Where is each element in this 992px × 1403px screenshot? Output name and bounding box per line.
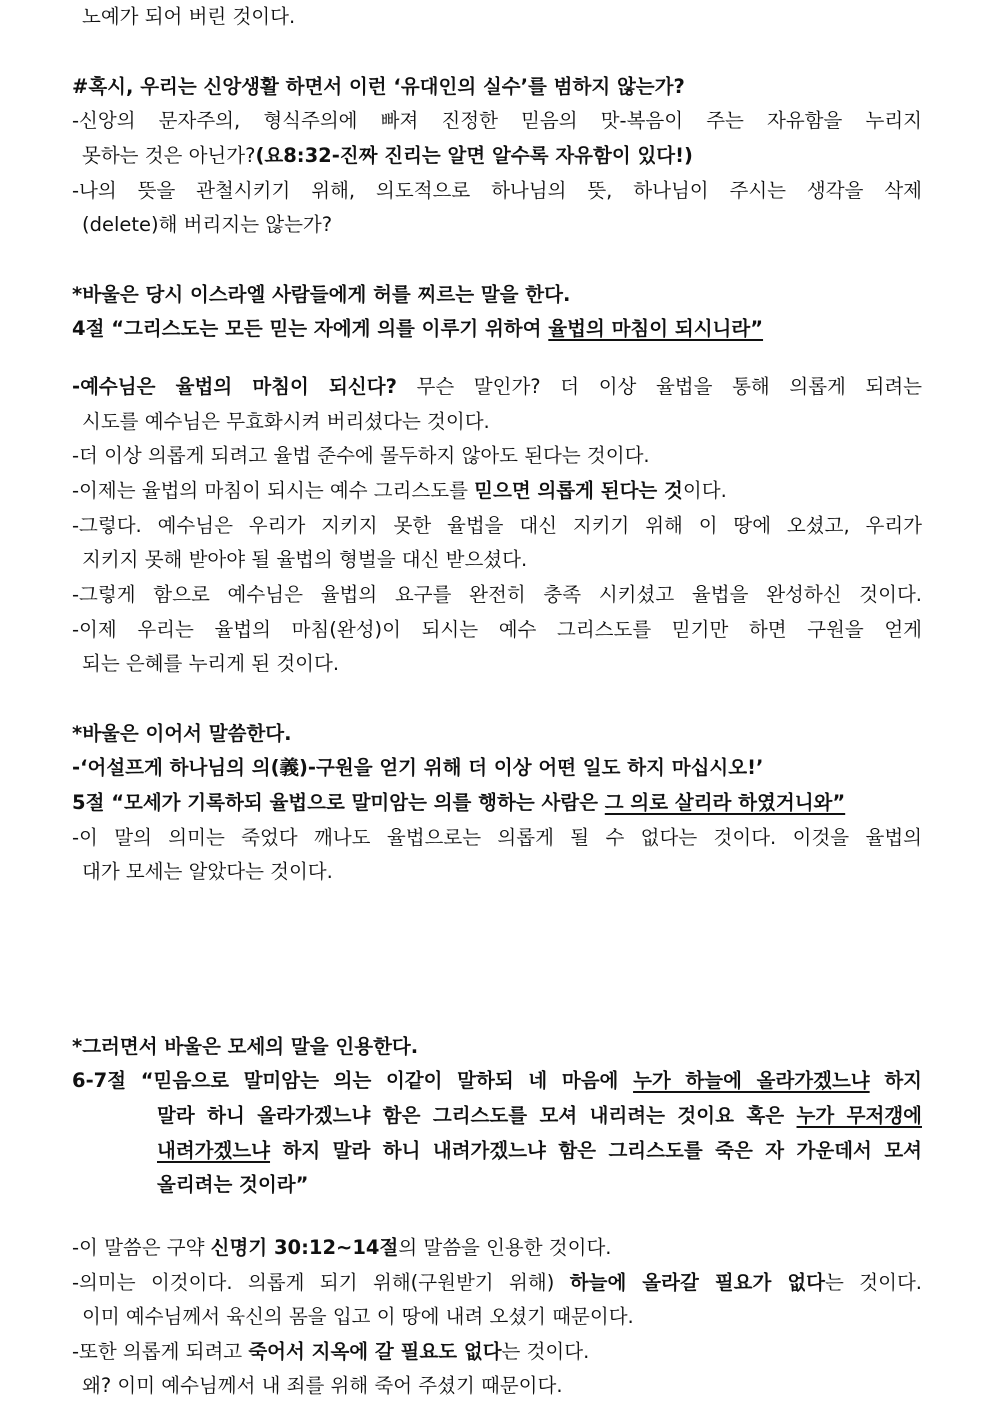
section-heading: #혹시, 우리는 신앙생활 하면서 이런 ‘유대인의 실수’를 범하지 않는가? <box>72 75 685 98</box>
bold-line: -‘어설프게 하나님의 의(義)-구원을 얻기 위해 더 이상 어떤 일도 하지 마십시오!’ <box>72 756 764 779</box>
text-line: -더 이상 의롭게 되려고 율법 준수에 몰두하지 않아도 된다는 것이다. <box>72 444 650 467</box>
bold-text: 하늘에 올라갈 필요가 없다 <box>569 1271 826 1294</box>
text-line: -그렇게 함으로 예수님은 율법의 요구를 완전히 충족 시키셨고 율법을 완성하신 것이다. <box>72 583 922 606</box>
verse-quote: 6-7절 “믿음으로 말미암는 의는 이같이 말하되 네 마음에 누가 하늘에 올라가겠느냐 하지 <box>72 1069 922 1092</box>
section-heading: *바울은 당시 이스라엘 사람들에게 허를 찌르는 말을 한다. <box>72 283 571 306</box>
text-line: -의미는 이것이다. 의롭게 되기 위해(구원받기 위해) 하늘에 올라갈 필요가 없다는 것이다. <box>72 1271 923 1294</box>
text-line: 지키지 못해 받아야 될 율법의 형벌을 대신 받으셨다. <box>82 548 528 571</box>
underlined-text: 누가 하늘에 올라가겠느냐 <box>633 1069 870 1092</box>
text-line: 이미 예수님께서 육신의 몸을 입고 이 땅에 내려 오셨기 때문이다. <box>82 1305 634 1328</box>
text-line: 못하는 것은 아닌가?(요8:32-진짜 진리는 알면 알수록 자유함이 있다!) <box>82 144 693 167</box>
text-line: 되는 은혜를 누리게 된 것이다. <box>82 652 340 675</box>
underlined-text: 내려가겠느냐 <box>157 1139 271 1162</box>
text-line: 노예가 되어 버린 것이다. <box>82 5 296 28</box>
text-line: 왜? 이미 예수님께서 내 죄를 위해 죽어 주셨기 때문이다. <box>82 1374 563 1397</box>
text-line: -나의 뜻을 관철시키기 위해, 의도적으로 하나님의 뜻, 하나님이 주시는 생각을 삭제 <box>72 179 922 202</box>
section-heading: *바울은 이어서 말씀한다. <box>72 722 292 745</box>
text-line: -이제는 율법의 마침이 되시는 예수 그리스도를 믿으면 의롭게 된다는 것이다. <box>72 479 727 502</box>
text-line: 대가 모세는 알았다는 것이다. <box>82 860 333 883</box>
text-line: -또한 의롭게 되려고 죽어서 지옥에 갈 필요도 없다는 것이다. <box>72 1340 590 1363</box>
underlined-text: 누가 무저갱에 <box>796 1104 922 1127</box>
verse-quote: 말라 하니 올라가겠느냐 함은 그리스도를 모셔 내리려는 것이요 혹은 누가 무저갱에 <box>157 1104 922 1127</box>
text-line: -이제 우리는 율법의 마침(완성)이 되시는 예수 그리스도를 믿기만 하면 구원을 얻게 <box>72 618 922 641</box>
bold-text: 믿으면 의롭게 된다는 것 <box>474 479 683 502</box>
verse-quote: 내려가겠느냐 하지 말라 하니 내려가겠느냐 함은 그리스도를 죽은 자 가운데서 모셔 <box>157 1139 922 1162</box>
underlined-text: 율법의 마침이 되시니라” <box>548 317 764 340</box>
text-line: (delete)해 버리지는 않는가? <box>82 213 333 236</box>
verse-quote: 5절 “모세가 기록하되 율법으로 말미암는 의를 행하는 사람은 그 의로 살리라 하였거니와” <box>72 791 846 814</box>
text-line: -예수님은 율법의 마침이 되신다? 무슨 말인가? 더 이상 율법을 통해 의롭게 되려는 <box>72 375 923 398</box>
bold-text: -예수님은 율법의 마침이 되신다? <box>72 375 397 398</box>
bold-text: 신명기 30:12~14절 <box>210 1236 399 1259</box>
text-line: -신앙의 문자주의, 형식주의에 빠져 진정한 믿음의 맛-복음이 주는 자유함을 누리지 <box>72 109 922 132</box>
text-line: -이 말씀은 구약 신명기 30:12~14절의 말씀을 인용한 것이다. <box>72 1236 612 1259</box>
text-line: -이 말의 의미는 죽었다 깨나도 율법으로는 의롭게 될 수 없다는 것이다. 이것을 율법의 <box>72 826 922 849</box>
verse-quote: 4절 “그리스도는 모든 믿는 자에게 의를 이루기 위하여 율법의 마침이 되시니라” <box>72 317 764 340</box>
section-heading: *그러면서 바울은 모세의 말을 인용한다. <box>72 1035 419 1058</box>
text-line: 시도를 예수님은 무효화시켜 버리셨다는 것이다. <box>82 410 490 433</box>
text-line: -그렇다. 예수님은 우리가 지키지 못한 율법을 대신 지키기 위해 이 땅에 오셨고, 우리가 <box>72 514 922 537</box>
bold-text: 죽어서 지옥에 갈 필요도 없다 <box>248 1340 502 1363</box>
verse-quote: 올리려는 것이라” <box>157 1173 309 1196</box>
underlined-text: 그 의로 살리라 하였거니와” <box>604 791 846 814</box>
bold-text: (요8:32-진짜 진리는 알면 알수록 자유함이 있다!) <box>255 144 693 167</box>
